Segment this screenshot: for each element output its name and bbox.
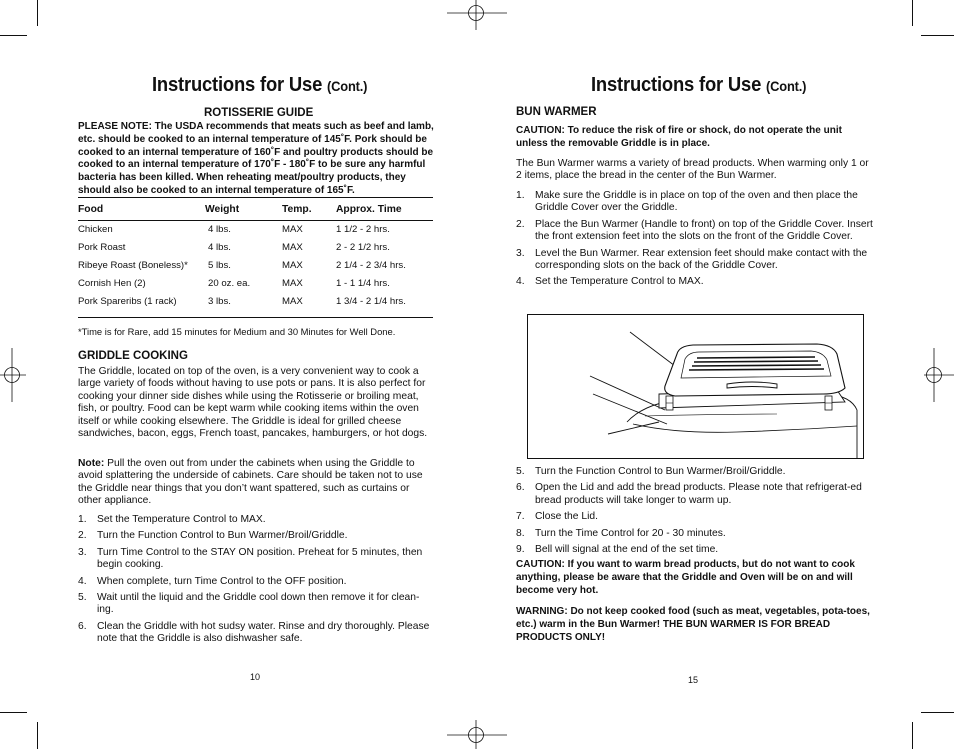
caution-1: CAUTION: To reduce the risk of fire or shock, do not operate the unit unless the removable Griddle is in place. [516,125,842,149]
step-number: 3. [78,546,87,558]
cell-food: Pork Spareribs (1 rack) [78,296,177,307]
registration-mark-icon [0,348,26,402]
crop-mark [37,0,38,26]
step-number: 4. [78,575,87,587]
title-text: Instructions for Use [152,74,323,96]
list-item [78,514,432,526]
step-number: 2. [78,530,87,542]
step-text: Open the Lid and add the bread products. Please note that refrigerat-ed bread products will take longer to warm up. [535,482,862,506]
bun-warmer-steps-b [516,466,874,560]
note-label: Note: [78,458,105,469]
step-text: Close the Lid. [535,511,598,523]
cell-time: 1 1/2 - 2 hrs. [336,224,390,235]
list-item [516,219,874,244]
crop-mark [912,0,913,26]
title-text: Instructions for Use [591,74,762,96]
registration-mark-icon [924,348,954,402]
list-item [516,528,874,540]
cell-weight: 4 lbs. [208,224,231,235]
crop-mark [0,712,27,713]
list-item [516,248,874,273]
page-title [591,74,806,97]
header-weight: Weight [205,204,240,215]
registration-mark-icon [447,0,507,30]
list-item [78,621,432,646]
step-text: Turn Time Control to the STAY ON position. Preheat for 5 minutes, then begin cooking. [97,546,423,571]
crop-mark [921,712,954,713]
title-cont: (Cont.) [327,78,368,94]
bun-warmer-intro: The Bun Warmer warms a variety of bread products. When warming only 1 or 2 items, place the bread in the center of the Bun Warmer. [516,158,869,182]
step-number: 9. [516,544,525,556]
step-text: Turn the Function Control to Bun Warmer/Broil/Griddle. [97,530,348,542]
bun-warmer-heading: BUN WARMER [516,106,597,118]
step-number: 3. [516,247,525,259]
crop-mark [0,35,27,36]
cell-time: 1 3/4 - 2 1/4 hrs. [336,296,406,307]
rotisserie-heading: ROTISSERIE GUIDE [204,107,314,119]
cell-weight: 20 oz. ea. [208,278,251,289]
list-item [78,530,432,542]
list-item [516,544,874,556]
step-text: Place the Bun Warmer (Handle to front) on top of the Griddle Cover. Insert the front extension feet into the slots on the front of the Griddle Cover. [535,218,873,243]
cell-food: Pork Roast [78,242,126,253]
griddle-paragraph: The Griddle, located on top of the oven, is a very convenient way to cook a large variety of foods without having to use pots or pans. It is also perfect for cooking your dinner side dishes while using the Rotisserie or broiling meat, fish, or poultry. Food can be kept warm while cooking items within the oven itself or while cooking elsewhere. The Griddle is ideal for grilled cheese sandwiches, bacon, eggs, French toast, pancakes, hamburgers, or hot dogs. [78,366,428,440]
list-item [78,576,432,588]
page-number: 15 [688,675,699,685]
step-text: Clean the Griddle with hot sudsy water. Rinse and dry thoroughly. Please note that the Griddle is also dishwasher safe. [97,620,430,645]
cell-temp: MAX [282,278,303,289]
step-number: 8. [516,527,525,539]
step-number: 1. [516,190,525,201]
warning: WARNING: Do not keep cooked food (such as meat, vegetables, pota-toes, etc.) warm in the Bun Warmer! THE BUN WARMER IS FOR BREAD PRODUCTS ONLY! [516,606,870,643]
step-text: Wait until the liquid and the Griddle cool down then remove it for clean-ing. [97,592,420,616]
caution-2: CAUTION: If you want to warm bread products, but do not want to cook anything, please be aware that the Griddle and Oven will be on and will become very hot. [516,559,855,596]
page-title [152,74,367,97]
step-number: 6. [516,482,525,494]
step-number: 2. [516,218,525,230]
step-number: 4. [516,276,525,288]
list-item [78,592,432,617]
list-item [516,276,874,288]
page-number: 10 [250,672,261,682]
step-text: Turn the Time Control for 20 - 30 minutes. [535,527,726,539]
cell-weight: 4 lbs. [208,242,231,253]
step-number: 6. [78,620,87,632]
step-number: 7. [516,511,525,523]
step-text: When complete, turn Time Control to the OFF position. [97,575,347,587]
crop-mark [37,722,38,749]
cell-food: Cornish Hen (2) [78,278,146,289]
list-item [78,547,432,572]
list-item [516,190,874,215]
header-time: Approx. Time [336,204,402,215]
list-item [516,466,874,478]
list-item [516,482,874,507]
list-item [516,511,874,523]
cell-weight: 3 lbs. [208,296,231,307]
step-text: Bell will signal at the end of the set time. [535,544,719,556]
note-text: Pull the oven out from under the cabinets when using the Griddle to avoid splattering the underside of cabinets. Care should be taken not to use the Griddle near things that you don’t want spattered, such as curtains or other appliance. [78,458,423,507]
cell-temp: MAX [282,260,303,271]
cell-food: Chicken [78,224,113,235]
usda-note: PLEASE NOTE: The USDA recommends that meats such as beef and lamb, etc. should be cooked to an internal temperature of 145˚F. Pork should be cooked to an internal temperature of 160˚F and poultry products should be cooked to an internal temperature of 170˚F - 180˚F to be sure any harmful bacteria has been killed. When reheating meat/poultry products, they should also be cooked to an internal temperature of 165˚F. [78,121,434,196]
cell-food: Ribeye Roast (Boneless)* [78,260,188,271]
step-number: 5. [78,592,87,604]
cell-weight: 5 lbs. [208,260,231,271]
registration-mark-icon [447,720,507,749]
griddle-heading: GRIDDLE COOKING [78,350,188,362]
crop-mark [912,722,913,749]
step-number: 5. [516,466,525,477]
cell-temp: MAX [282,224,303,235]
cell-temp: MAX [282,296,303,307]
cell-time: 2 1/4 - 2 3/4 hrs. [336,260,406,271]
cell-temp: MAX [282,242,303,253]
griddle-steps [78,514,432,650]
bun-warmer-illustration [527,314,864,459]
step-text: Level the Bun Warmer. Rear extension feet should make contact with the corresponding slots on the back of the Griddle Cover. [535,247,868,272]
table-footnote: *Time is for Rare, add 15 minutes for Medium and 30 Minutes for Well Done. [78,326,396,337]
cell-time: 1 - 1 1/4 hrs. [336,278,390,289]
cell-time: 2 - 2 1/2 hrs. [336,242,390,253]
header-temp: Temp. [282,204,312,215]
step-number: 1. [78,514,87,525]
step-text: Set the Temperature Control to MAX. [97,514,266,525]
step-text: Turn the Function Control to Bun Warmer/Broil/Griddle. [535,466,786,477]
step-text: Set the Temperature Control to MAX. [535,276,704,288]
header-food: Food [78,204,104,215]
step-text: Make sure the Griddle is in place on top of the oven and then place the Griddle Cover over the Griddle. [535,190,858,214]
crop-mark [921,35,954,36]
title-cont: (Cont.) [766,78,807,94]
rotisserie-table [78,197,433,318]
bun-warmer-steps-a [516,190,874,293]
griddle-note [78,458,434,508]
